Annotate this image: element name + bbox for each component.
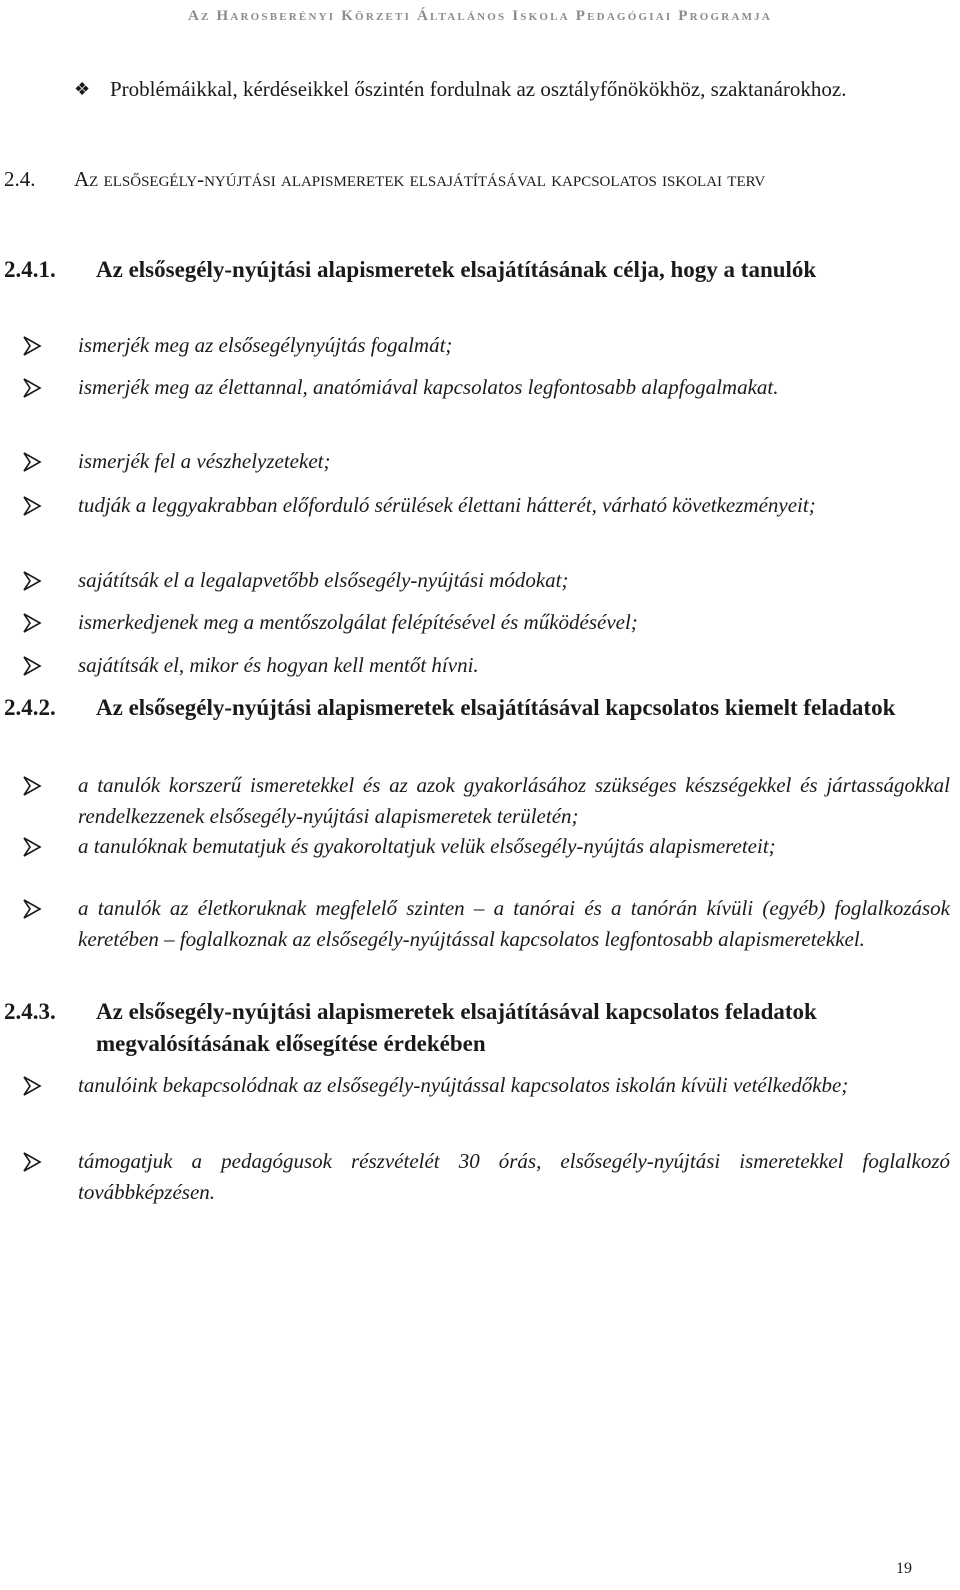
list-item: [78, 607, 950, 638]
list-item: [78, 893, 950, 955]
subsection-title: Az elsősegély-nyújtási alapismeretek elsajátításának célja, hogy a tanulók: [96, 257, 817, 282]
list-item: [78, 831, 950, 862]
list-item-text: a tanulók az életkoruknak megfelelő szinten – a tanórai és a tanórán kívüli (egyéb) foglalkozások keretében – foglalkoznak az elsősegély-nyújtással kapcsolatos legfontosabb alapismeretekkel.: [78, 896, 950, 951]
arrow-bullet-icon: [22, 335, 42, 357]
list-item: [78, 565, 950, 596]
list-item-text: ismerkedjenek meg a mentőszolgálat felépítésével és működésével;: [78, 610, 638, 634]
list-item-text: ismerjék meg az elsősegélynyújtás fogalmát;: [78, 333, 453, 357]
list-item: [78, 770, 950, 832]
arrow-bullet-icon: [22, 655, 42, 677]
list-item: [78, 490, 950, 521]
list-item-text: sajátítsák el a legalapvetőbb elsősegély-nyújtási módokat;: [78, 568, 569, 592]
section-title: Az elsősegély-nyújtási alapismeretek elsajátításával kapcsolatos iskolai terv: [74, 167, 766, 191]
arrow-bullet-icon: [22, 451, 42, 473]
section-heading: [4, 164, 952, 194]
arrow-bullet-icon: [22, 836, 42, 858]
subsection-title: Az elsősegély-nyújtási alapismeretek elsajátításával kapcsolatos feladatok megvalósításának elősegítése érdekében: [96, 999, 817, 1056]
list-item-text: a tanulóknak bemutatjuk és gyakoroltatjuk velük elsősegély-nyújtás alapismereteit;: [78, 834, 776, 858]
subsection-number: 2.4.2.: [4, 695, 56, 720]
intro-bullet: [74, 74, 952, 104]
diamond-bullet-icon: ❖: [74, 79, 91, 99]
list-item-text: tudják a leggyakrabban előforduló sérülések élettani hátterét, várható következményeit;: [78, 493, 816, 517]
list-item-text: tanulóink bekapcsolódnak az elsősegély-nyújtással kapcsolatos iskolán kívüli vetélkedőkbe;: [78, 1073, 849, 1097]
arrow-bullet-icon: [22, 1075, 42, 1097]
list-item: [78, 1070, 950, 1101]
subsection-number: 2.4.1.: [4, 257, 56, 282]
subsection-number: 2.4.3.: [4, 999, 56, 1024]
arrow-bullet-icon: [22, 612, 42, 634]
arrow-bullet-icon: [22, 775, 42, 797]
list-item-text: ismerjék fel a vészhelyzeteket;: [78, 449, 331, 473]
arrow-bullet-icon: [22, 570, 42, 592]
list-item-text: sajátítsák el, mikor és hogyan kell mentőt hívni.: [78, 653, 479, 677]
intro-bullet-text: Problémáikkal, kérdéseikkel őszintén fordulnak az osztályfőnökökhöz, szaktanárokhoz.: [110, 77, 847, 101]
page-number: 19: [896, 1560, 912, 1577]
section-number: 2.4.: [4, 167, 36, 191]
list-item-text: támogatjuk a pedagógusok részvételét 30 órás, elsősegély-nyújtási ismeretekkel foglalkozó továbbképzésen.: [78, 1149, 950, 1204]
subsection-heading-1: [4, 254, 952, 286]
list-item: [78, 1146, 950, 1208]
list-item: [78, 330, 950, 361]
list-item: [78, 446, 950, 477]
list-item: [78, 372, 950, 403]
subsection-title: Az elsősegély-nyújtási alapismeretek elsajátításával kapcsolatos kiemelt feladatok: [96, 695, 896, 720]
arrow-bullet-icon: [22, 495, 42, 517]
list-item-text: a tanulók korszerű ismeretekkel és az azok gyakorlásához szükséges készségekkel és jártasságokkal rendelkezzenek elsősegély-nyújtási alapismeretek területén;: [78, 773, 950, 828]
subsection-heading-2: [4, 692, 952, 724]
list-item: [78, 650, 950, 681]
list-item-text: ismerjék meg az élettannal, anatómiával kapcsolatos legfontosabb alapfogalmakat.: [78, 375, 779, 399]
arrow-bullet-icon: [22, 898, 42, 920]
arrow-bullet-icon: [22, 1151, 42, 1173]
arrow-bullet-icon: [22, 377, 42, 399]
subsection-heading-3: [4, 996, 952, 1060]
running-header: Az Harosberényi Körzeti Általános Iskola Pedagógiai Programja: [187, 8, 773, 24]
